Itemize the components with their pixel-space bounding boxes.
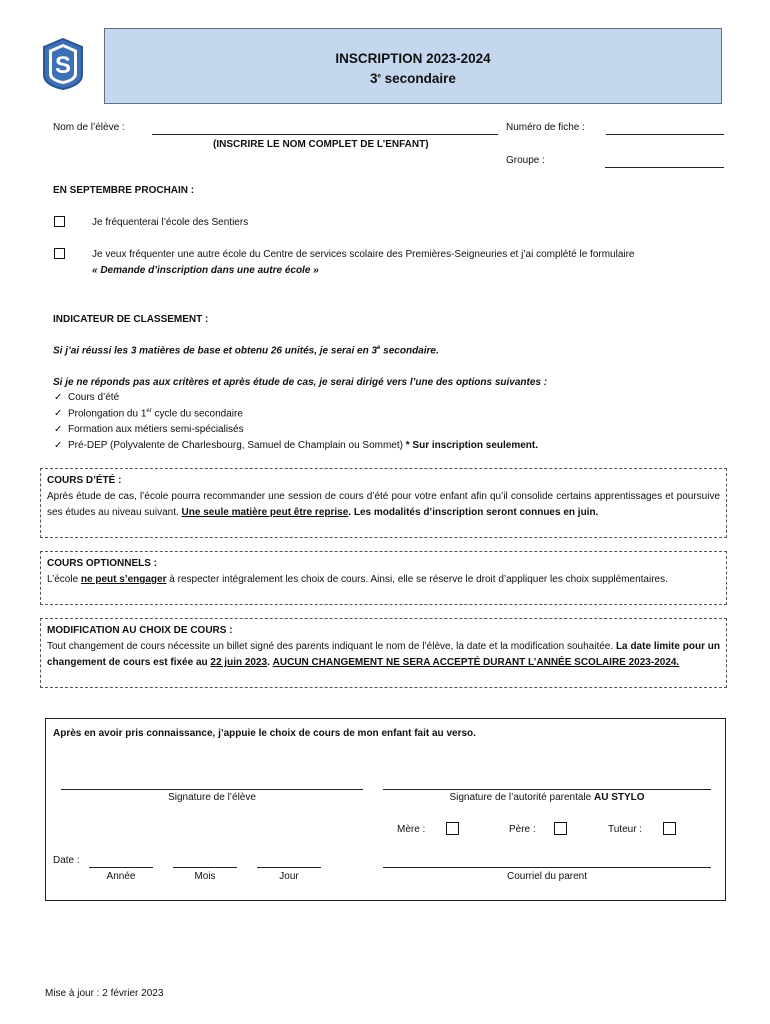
- list-item: ✓ Prolongation du 1er cycle du secondaire: [54, 408, 243, 420]
- september-heading: EN SEPTEMBRE PROCHAIN :: [53, 185, 195, 196]
- month-label: Mois: [194, 871, 216, 882]
- student-signature-field[interactable]: [61, 789, 363, 790]
- update-date: Mise à jour : 2 février 2023: [45, 988, 164, 999]
- tuteur-label: Tuteur :: [608, 824, 643, 835]
- student-name-hint: (INSCRIRE LE NOM COMPLET DE L’ENFANT): [213, 139, 429, 150]
- pere-checkbox[interactable]: [554, 822, 567, 835]
- option1-label: Je fréquenterai l’école des Sentiers: [92, 217, 249, 228]
- option2-label: Je veux fréquenter une autre école du Centre de services scolaire des Premières-Seigneuries et j’ai complété le formulaire: [92, 249, 635, 260]
- day-label: Jour: [279, 871, 299, 882]
- month-field[interactable]: [173, 867, 237, 868]
- tuteur-checkbox[interactable]: [663, 822, 676, 835]
- option2-checkbox[interactable]: [54, 248, 65, 259]
- checkmark-icon: ✓: [54, 408, 63, 420]
- modification-box: [40, 618, 727, 688]
- student-name-field[interactable]: [152, 134, 498, 135]
- year-label: Année: [106, 871, 136, 882]
- mere-checkbox[interactable]: [446, 822, 459, 835]
- parent-signature-field[interactable]: [383, 789, 711, 790]
- group-label: Groupe :: [506, 155, 545, 166]
- page-header: [104, 28, 722, 104]
- parent-email-label: Courriel du parent: [506, 871, 588, 882]
- student-name-label: Nom de l’élève :: [53, 122, 125, 133]
- indicator-heading: INDICATEUR DE CLASSEMENT :: [53, 314, 209, 325]
- signature-intro: Après en avoir pris connaissance, j’appuie le choix de cours de mon enfant fait au verso.: [53, 728, 476, 739]
- checkmark-icon: ✓: [54, 424, 63, 435]
- summer-courses-title: COURS D’ÉTÉ :: [47, 475, 122, 486]
- optional-courses-text: L’école ne peut s’engager à respecter intégralement les choix de cours. Ainsi, elle se réserve le droit d’appliquer les choix supplémentaires.: [47, 574, 668, 585]
- fiche-label: Numéro de fiche :: [506, 122, 585, 133]
- summer-courses-text: Après étude de cas, l’école pourra recommander une session de cours d’été pour votre enfant afin qu’il consolide certains apprentissages et poursuive ses études au niveau suivant. Une seule matière peut être reprise. Les modalités d’inscription seront connues en juin.: [47, 491, 720, 518]
- indicator-line1: Si j’ai réussi les 3 matières de base et obtenu 26 unités, je serai en 3e secondaire.: [53, 345, 439, 357]
- indicator-line2: Si je ne réponds pas aux critères et après étude de cas, je serai dirigé vers l’une des options suivantes :: [53, 377, 548, 388]
- optional-courses-box: [40, 551, 727, 605]
- parent-email-field[interactable]: [383, 867, 711, 868]
- optional-courses-title: COURS OPTIONNELS :: [47, 558, 158, 569]
- parent-signature-label: Signature de l’autorité parentale AU STYLO: [449, 792, 645, 803]
- page-subtitle: 3e secondaire: [370, 71, 456, 86]
- summer-courses-box: [40, 468, 727, 538]
- day-field[interactable]: [257, 867, 321, 868]
- modification-title: MODIFICATION AU CHOIX DE COURS :: [47, 625, 233, 636]
- date-label: Date :: [53, 855, 80, 866]
- school-logo: [40, 37, 86, 91]
- modification-text: Tout changement de cours nécessite un billet signé des parents indiquant le nom de l’élève, la date et la modification souhaitée. La date limite pour un changement de cours est fixée au 22 juin 2023. AUCUN CHANGEMENT NE SERA ACCEPTÉ DURANT L’ANNÉE SCOLAIRE 2023-2024.: [47, 641, 721, 668]
- list-item: ✓ Formation aux métiers semi-spécialisés: [54, 424, 244, 435]
- list-item: ✓ Pré-DEP (Polyvalente de Charlesbourg, Samuel de Champlain ou Sommet) * Sur inscription seulement.: [54, 440, 539, 451]
- logo-letter: S: [54, 52, 72, 79]
- option2-form-name: « Demande d’inscription dans une autre école »: [92, 265, 319, 276]
- list-item: ✓ Cours d’été: [54, 392, 120, 403]
- group-field[interactable]: [605, 167, 724, 168]
- page-title: INSCRIPTION 2023-2024: [335, 51, 491, 66]
- year-field[interactable]: [89, 867, 153, 868]
- option1-checkbox[interactable]: [54, 216, 65, 227]
- mere-label: Mère :: [397, 824, 426, 835]
- checkmark-icon: ✓: [54, 392, 63, 403]
- student-signature-label: Signature de l’élève: [168, 792, 256, 803]
- checkmark-icon: ✓: [54, 440, 63, 451]
- fiche-field[interactable]: [606, 134, 724, 135]
- pere-label: Père :: [509, 824, 536, 835]
